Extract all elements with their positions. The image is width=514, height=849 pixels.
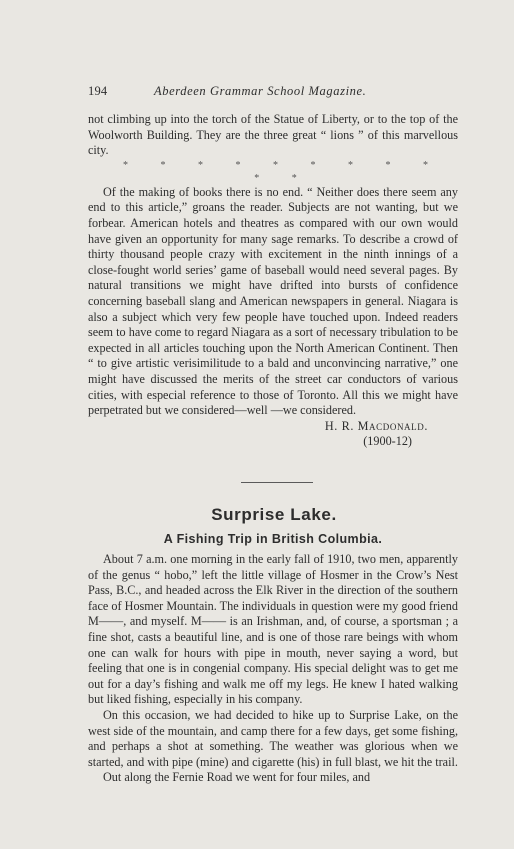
article-divider <box>241 482 313 483</box>
running-title: Aberdeen Grammar School Magazine. <box>154 84 367 98</box>
author-name: H. R. Macdonald. <box>324 418 428 433</box>
page-body <box>88 112 458 786</box>
article2-paragraph-1: About 7 a.m. one morning in the early fall of 1910, two men, apparently of the genus “ hobo,” left the little village of Hosmer in the Crow’s Nest Pass, B.C., and headed across the Elk River in the direction of the southern face of Hosmer Mountain. The individuals in question were my good friend M——, and myself. M—— is an Irishman, and, of course, a sportsman ; a fine shot, casts a beautiful line, and is one of those rare beings with whom one can walk for hours with pipe in mouth, never saying a word, but feeling that one is in congenial company. His special delight was to get me out for a day’s fishing and walk me off my legs. He knew I hated walking but liked fishing, especially in his company. <box>88 552 458 707</box>
page-number: 194 <box>88 84 108 98</box>
article-subtitle: A Fishing Trip in British Columbia. <box>163 532 383 547</box>
article1-paragraph-2: Of the making of books there is no end. “ Neither does there seem any end to this article,” groans the reader. Subjects are not wanting, but we forbear. American hotels and theatres as compared with our own would have given an opportunity for many sage remarks. To describe a crowd of thirty thousand people crazy with excitement in the ninth innings of a close-fought world series’ game of baseball would need several pages. By natural transitions we might have drifted into bursts of confidence concerning baseball slang and American newspapers in general. Niagara is also a subject which very few people have touched upon. Indeed readers seem to have come to regard Niagara as a sort of necessary tribulation to be expected in all articles touching upon the North American Continent. Then “ to give artistic verisimilitude to a bald and unconvincing narrative,” one might have discussed the merits of the street car conductors of various cities, with especial reference to those of Toronto. All this we might have perpetrated but we considered—well —we considered. <box>88 184 458 418</box>
article2-paragraph-2: On this occasion, we had decided to hike up to Surprise Lake, on the west side of the mountain, and camp there for a few days, get some fishing, and perhaps a shot at something. The weather was glorious when we started, and with pipe (mine) and cigarette (his) in full blast, we hit the trail. <box>88 708 458 769</box>
article1-paragraph-1: not climbing up into the torch of the Statue of Liberty, or to the top of the Woolworth Building. They are the three great “ lions ” of this marvellous city. <box>88 112 458 158</box>
author-signature <box>88 419 458 450</box>
article-title: Surprise Lake. <box>211 504 337 524</box>
article2-paragraph-3: Out along the Fernie Road we went for four miles, and <box>103 770 371 785</box>
author-years: (1900-12) <box>363 434 412 449</box>
section-break-stars: * * * * * * * * * * * <box>123 159 443 184</box>
